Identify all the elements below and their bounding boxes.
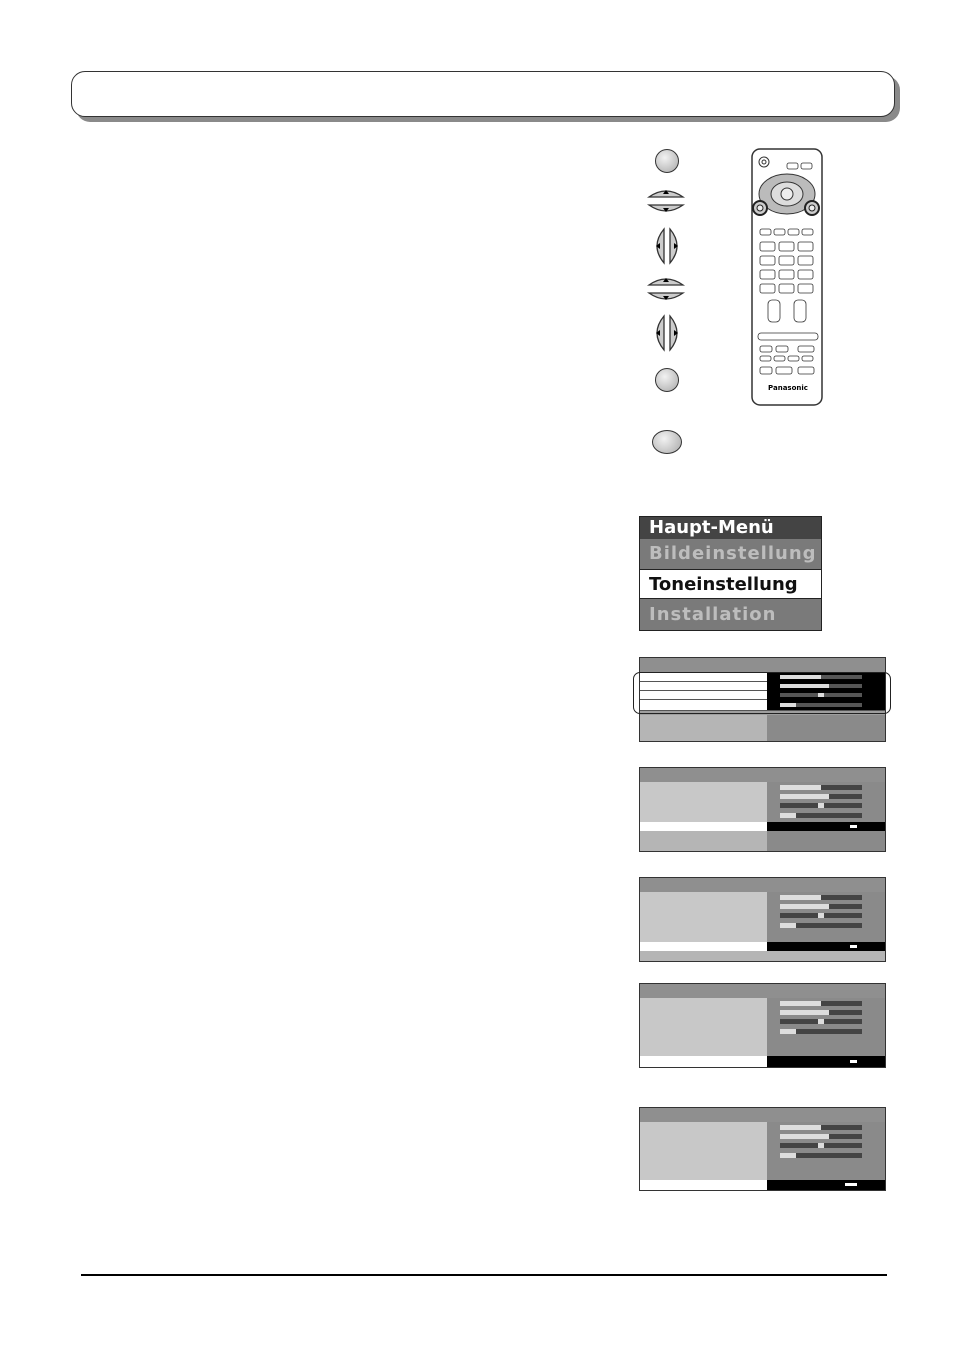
bottom-rule — [81, 1274, 887, 1276]
up-down-arrows-icon — [646, 271, 686, 307]
remote-control-icon — [751, 148, 823, 408]
exit-button-icon — [652, 430, 682, 454]
sound-menu-screen-5 — [639, 1107, 886, 1191]
left-right-arrows-icon — [648, 227, 686, 265]
sound-menu-screen-3 — [639, 877, 886, 962]
menu-item-installation[interactable]: Installation — [640, 599, 821, 630]
menu-button-icon — [655, 149, 679, 173]
main-menu-title: Haupt-Menü — [640, 517, 821, 539]
title-banner — [71, 71, 895, 117]
up-down-arrows-icon — [646, 183, 686, 219]
menu-item-picture[interactable]: Bildeinstellung — [640, 539, 821, 569]
ok-button-icon — [655, 368, 679, 392]
slider-highlight-frame — [633, 672, 891, 714]
sound-menu-screen-4 — [639, 983, 886, 1068]
sound-menu-screen-2 — [639, 767, 886, 852]
main-menu — [639, 516, 822, 631]
remote-brand-label: Panasonic — [768, 384, 808, 392]
screen-header — [640, 658, 885, 672]
menu-item-sound[interactable]: Toneinstellung — [640, 569, 821, 599]
left-right-arrows-icon — [648, 314, 686, 352]
